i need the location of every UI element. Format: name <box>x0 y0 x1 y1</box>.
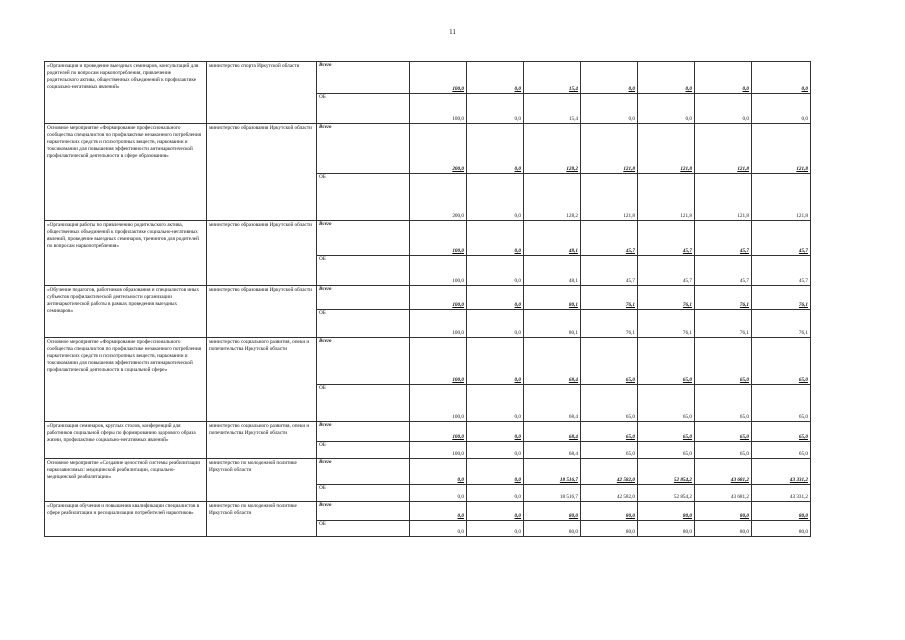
ob-value: 100,0 <box>410 256 467 286</box>
ob-value: 100,0 <box>410 94 467 124</box>
total-value: 65,0 <box>695 338 752 385</box>
ob-value: 68,4 <box>524 442 581 459</box>
page-number: 11 <box>449 28 456 36</box>
ob-value: 80,0 <box>752 521 811 537</box>
total-value: 0,0 <box>467 221 524 256</box>
total-value: 0,0 <box>467 422 524 442</box>
ob-value: 65,0 <box>581 442 638 459</box>
funding-total-label: Всего <box>317 286 410 310</box>
activity-description: «Организация и проведение выездных семинаров, консультаций для родителей по вопросам наркопотребления, привлечение родительского актива, общественных объединений к профилактике социально-негативных явлений» <box>45 62 207 124</box>
total-value: 80,0 <box>524 502 581 521</box>
ob-value: 76,1 <box>695 310 752 338</box>
ob-value: 80,0 <box>638 521 695 537</box>
table-row <box>45 286 811 310</box>
ob-value: 0,0 <box>467 94 524 124</box>
executor: министерство образования Иркутской области <box>207 124 317 221</box>
ob-value: 18 516,7 <box>524 485 581 502</box>
funding-total-label: Всего <box>317 62 410 94</box>
total-value: 48,1 <box>524 221 581 256</box>
total-value: 45,7 <box>638 221 695 256</box>
table-row <box>45 221 811 256</box>
total-value: 65,0 <box>638 422 695 442</box>
total-value: 121,8 <box>752 124 811 174</box>
funding-ob-label: ОБ <box>317 485 410 502</box>
ob-value: 45,7 <box>638 256 695 286</box>
table-row <box>45 338 811 385</box>
total-value: 76,1 <box>695 286 752 310</box>
funding-ob-label: ОБ <box>317 256 410 286</box>
ob-value: 65,0 <box>695 442 752 459</box>
ob-value: 65,0 <box>581 385 638 422</box>
ob-value: 0,0 <box>467 310 524 338</box>
total-value: 65,0 <box>581 422 638 442</box>
funding-ob-label: ОБ <box>317 94 410 124</box>
total-value: 65,0 <box>752 338 811 385</box>
total-value: 200,0 <box>410 124 467 174</box>
ob-value: 0,0 <box>410 521 467 537</box>
executor: министерство социального развития, опеки и попечительства Иркутской области <box>207 338 317 422</box>
ob-value: 48,1 <box>524 256 581 286</box>
ob-value: 43 681,2 <box>695 485 752 502</box>
ob-value: 68,4 <box>524 385 581 422</box>
total-value: 0,0 <box>467 62 524 94</box>
total-value: 0,0 <box>467 124 524 174</box>
ob-value: 0,0 <box>581 94 638 124</box>
total-value: 15,4 <box>524 62 581 94</box>
table-row <box>45 124 811 174</box>
ob-value: 76,1 <box>638 310 695 338</box>
total-value: 52 854,2 <box>638 459 695 485</box>
ob-value: 0,0 <box>467 442 524 459</box>
ob-value: 121,8 <box>695 174 752 221</box>
ob-value: 45,7 <box>581 256 638 286</box>
funding-total-label: Всего <box>317 459 410 485</box>
ob-value: 121,8 <box>638 174 695 221</box>
ob-value: 0,0 <box>752 94 811 124</box>
ob-value: 0,0 <box>467 174 524 221</box>
ob-value: 76,1 <box>752 310 811 338</box>
ob-value: 65,0 <box>752 385 811 422</box>
ob-value: 15,4 <box>524 94 581 124</box>
ob-value: 65,0 <box>752 442 811 459</box>
executor: министерство по молодежной политике Иркутской области <box>207 502 317 537</box>
funding-ob-label: ОБ <box>317 310 410 338</box>
ob-value: 100,0 <box>410 442 467 459</box>
total-value: 0,0 <box>467 286 524 310</box>
total-value: 0,0 <box>752 62 811 94</box>
total-value: 45,7 <box>581 221 638 256</box>
total-value: 128,2 <box>524 124 581 174</box>
total-value: 121,8 <box>581 124 638 174</box>
ob-value: 65,0 <box>638 385 695 422</box>
total-value: 100,0 <box>410 62 467 94</box>
activity-description: «Обучение педагогов, работников образования и специалистов иных субъектов профилактической деятельности организации антинаркотической работы в рамках проведения выездных семинаров» <box>45 286 207 338</box>
ob-value: 0,0 <box>467 256 524 286</box>
ob-value: 121,8 <box>581 174 638 221</box>
total-value: 42 582,0 <box>581 459 638 485</box>
executor: министерство социального развития, опеки и попечительства Иркутской области <box>207 422 317 459</box>
ob-value: 128,2 <box>524 174 581 221</box>
ob-value: 0,0 <box>695 94 752 124</box>
executor: министерство образования Иркутской области <box>207 286 317 338</box>
funding-ob-label: ОБ <box>317 442 410 459</box>
total-value: 80,0 <box>752 502 811 521</box>
executor: министерство образования Иркутской области <box>207 221 317 286</box>
total-value: 43 681,2 <box>695 459 752 485</box>
total-value: 100,0 <box>410 286 467 310</box>
table-row <box>45 502 811 521</box>
ob-value: 45,7 <box>695 256 752 286</box>
funding-ob-label: ОБ <box>317 385 410 422</box>
table-row <box>45 422 811 442</box>
table-row <box>45 62 811 94</box>
funding-total-label: Всего <box>317 502 410 521</box>
total-value: 68,4 <box>524 422 581 442</box>
total-value: 18 516,7 <box>524 459 581 485</box>
ob-value: 0,0 <box>410 485 467 502</box>
total-value: 65,0 <box>752 422 811 442</box>
total-value: 100,0 <box>410 338 467 385</box>
budget-table <box>44 61 811 537</box>
ob-value: 65,0 <box>695 385 752 422</box>
funding-ob-label: ОБ <box>317 521 410 537</box>
ob-value: 100,0 <box>410 310 467 338</box>
total-value: 0,0 <box>695 62 752 94</box>
total-value: 121,8 <box>695 124 752 174</box>
ob-value: 80,0 <box>695 521 752 537</box>
table-row <box>45 459 811 485</box>
total-value: 76,1 <box>752 286 811 310</box>
ob-value: 121,8 <box>752 174 811 221</box>
ob-value: 80,0 <box>581 521 638 537</box>
ob-value: 0,0 <box>467 485 524 502</box>
total-value: 80,0 <box>695 502 752 521</box>
total-value: 0,0 <box>467 459 524 485</box>
total-value: 0,0 <box>410 502 467 521</box>
ob-value: 0,0 <box>467 521 524 537</box>
total-value: 45,7 <box>752 221 811 256</box>
ob-value: 76,1 <box>581 310 638 338</box>
funding-total-label: Всего <box>317 221 410 256</box>
total-value: 76,1 <box>638 286 695 310</box>
total-value: 0,0 <box>467 338 524 385</box>
activity-description: Основное мероприятие «Формирование профессионального сообщества специалистов по профилактике незаконного потребления наркотических средств и психотропных веществ, наркомании и токсикомании для повышения эффективности антинаркотической профилактической деятельности в сфере образования» <box>45 124 207 221</box>
total-value: 0,0 <box>638 62 695 94</box>
funding-total-label: Всего <box>317 124 410 174</box>
executor: министерство по молодежной политике Иркутской области <box>207 459 317 502</box>
ob-value: 45,7 <box>752 256 811 286</box>
ob-value: 100,0 <box>410 385 467 422</box>
ob-value: 52 854,2 <box>638 485 695 502</box>
total-value: 65,0 <box>581 338 638 385</box>
ob-value: 43 331,2 <box>752 485 811 502</box>
activity-description: «Организация обучения и повышения квалификации специалистов в сфере реабилитации и ресоциализации потребителей наркотиков» <box>45 502 207 537</box>
total-value: 65,0 <box>638 338 695 385</box>
ob-value: 42 582,0 <box>581 485 638 502</box>
total-value: 68,4 <box>524 338 581 385</box>
ob-value: 80,1 <box>524 310 581 338</box>
ob-value: 0,0 <box>638 94 695 124</box>
total-value: 100,0 <box>410 422 467 442</box>
activity-description: «Организация работы по привлечению родительского актива, общественных объединений к профилактике социально-негативных явлений, проведение выездных семинаров, тренингов для родителей по вопросам наркопотребления» <box>45 221 207 286</box>
total-value: 65,0 <box>695 422 752 442</box>
activity-description: Основное мероприятие «Формирование профессионального сообщества специалистов по профилактике незаконного потребления наркотических средств и психотропных веществ, наркомании и токсикомании для повышения эффективности антинаркотической профилактической деятельности в социальной сфере» <box>45 338 207 422</box>
total-value: 0,0 <box>581 62 638 94</box>
total-value: 121,8 <box>638 124 695 174</box>
ob-value: 200,0 <box>410 174 467 221</box>
activity-description: Основное мероприятие «Создание целостной системы реабилитации наркозависимых: медицинской реабилитации, социально-медицинской реабилитации» <box>45 459 207 502</box>
total-value: 45,7 <box>695 221 752 256</box>
total-value: 80,0 <box>638 502 695 521</box>
total-value: 0,0 <box>410 459 467 485</box>
ob-value: 0,0 <box>467 385 524 422</box>
ob-value: 65,0 <box>638 442 695 459</box>
total-value: 0,0 <box>467 502 524 521</box>
ob-value: 80,0 <box>524 521 581 537</box>
funding-total-label: Всего <box>317 422 410 442</box>
funding-total-label: Всего <box>317 338 410 385</box>
executor: министерство спорта Иркутской области <box>207 62 317 124</box>
total-value: 100,0 <box>410 221 467 256</box>
total-value: 76,1 <box>581 286 638 310</box>
total-value: 43 331,2 <box>752 459 811 485</box>
activity-description: «Организация семинаров, круглых столов, конференций для работников социальной сферы по формированию здорового образа жизни, профилактике социально-негативных явлений» <box>45 422 207 459</box>
total-value: 80,0 <box>581 502 638 521</box>
funding-ob-label: ОБ <box>317 174 410 221</box>
total-value: 80,1 <box>524 286 581 310</box>
